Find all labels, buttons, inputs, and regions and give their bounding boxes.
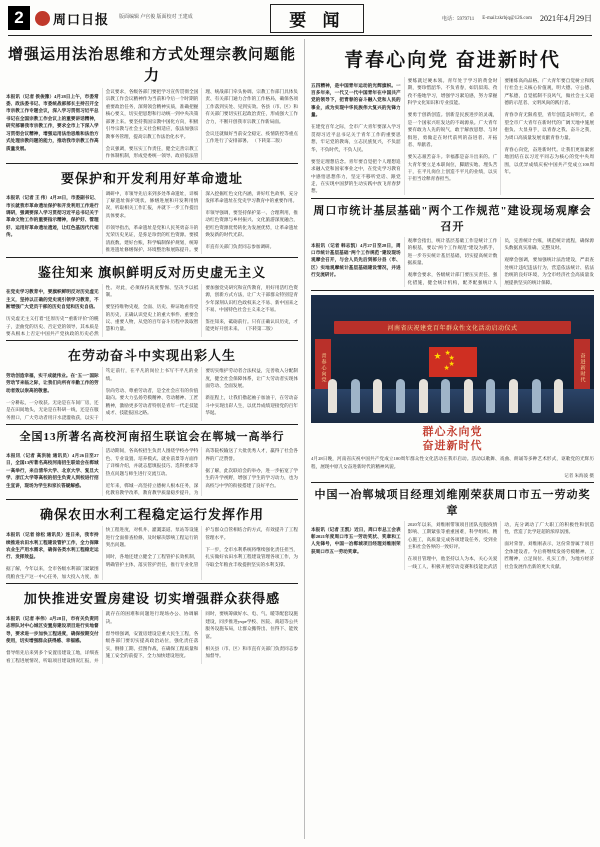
article-body — [6, 367, 298, 421]
article-paragraph: 崇尚劳动、尊重劳动者，是全社会应有的价值取向。要大力弘扬劳模精神、劳动精神、工匠精神，激励更多劳动者特别是青年一代走技能成才、技能报国之路。 — [105, 387, 199, 416]
right-banner-text: 奋进新时代 — [574, 339, 590, 397]
article-body — [6, 447, 298, 496]
article-body — [6, 526, 298, 580]
feature-body — [311, 77, 594, 195]
article-paragraph: 本报讯（记者 侯俊豫）4月28日上午，市委常委、政法委书记、市委统战部部长主持召开全市宗教工作专题会议，深入学习贯彻习近平总书记在全国宗教工作会议上的重要讲话精神，研究部署我市宗教工作，要求全市上下深入学习贯彻会议精神，增强运用法治思维和法治方式处理宗教问题的能力，推动我市宗教工作高质量发展。 — [6, 93, 99, 151]
article-paragraph: 相关县（市、区）和市直有关部门负责同志参加督导。 — [205, 645, 298, 659]
article-paragraph: 在项目管理中，他坚持以人为本，关心关爱一线工人，积极开展劳动竞赛和技能比武活动，充分调动了广大职工的积极性和创造性，营造了比学赶超的浓厚氛围。 — [407, 522, 594, 569]
article-paragraph: 一分耕耘，一分收获。无论是在车间厂房，还是在田间地头，无论是在科研一线，还是在服务窗口，广大劳动者用汗水浇灌收获，以实干笃定前行，在平凡的岗位上书写不平凡的业绩。 — [6, 368, 199, 420]
article-paragraph: 观摩会要求，各级统计部门要压实责任、强化措施，健全统计机构，配齐配强统计人员，完善统计台账，规范统计流程，确保源头数据真实准确、完整及时。 — [407, 237, 594, 285]
article-paragraph: 要坚持唯物史观，全面、历史、辩证地看待党的历史，正确认识党史上的重大事件、重要会议、重要人物，从党的百年奋斗历程中汲取智慧和力量。 — [105, 304, 199, 332]
article-statistics-meeting — [311, 202, 594, 287]
article-paragraph: 本报讯（记者 王 伟）4月28日，市委副书记、市长就我市革命遗址保护和开发利用工作进行调研，强调要深入学习贯彻习近平总书记关于革命文物工作的重要指示精神，保护好、管理好、运用好革命遗址遗迹，让红色基因代代相传。 — [6, 195, 99, 238]
right-column — [304, 39, 594, 839]
article-paragraph: 市领导指出，革命遗址是党和人民英勇奋斗的光荣历史见证，是弥足珍贵的红色资源。要摸清底数、建好台账，科学编制保护规划，统筹推进遗址修缮保护、环境整治和展陈提升。要深入挖掘红色文化内涵，讲好红色故事，充分发挥革命遗址在党史学习教育中的重要作用。 — [105, 190, 298, 253]
page-content — [6, 39, 594, 839]
article-paragraph: 同时，各地还建立健全了工程管护长效机制，明确管护主体，落实管护责任，推行专业化管护与群众自管相结合的方式，有效提升了工程管理水平。 — [105, 527, 298, 567]
photo-slogan-line1: 群心永向党 — [422, 425, 483, 438]
article-paragraph: 青春孕育无限希望，青年创造美好明天。希望全市广大青年在新时代的广阔天地中施展抱负、大显身手，以青春之我、奋斗之我，为周口高质量发展贡献青春力量。 — [504, 112, 594, 140]
article-paragraph: 同时，要统筹做好水、电、气、暖等配套设施建设，同步推进учре学校、医院、商超等公共服务设施布局，让群众搬得出、住得下、能致富。 — [205, 611, 298, 639]
article-paragraph: 新征程上，让我们撸起袖子加油干，在劳动奋斗中实现出彩人生，以优异成绩迎接党的百年华诞。 — [205, 395, 298, 416]
photo-slogan-line2: 奋进新时代 — [422, 440, 483, 453]
article-paragraph: 观摩会强调，要加强统计法治建设，严肃查处统计违纪违法行为，营造依法统计、依法治统的良好环境，为全市经济社会高质量发展提供坚实的统计保障。 — [504, 257, 594, 285]
section-title: 要 闻 — [270, 4, 364, 33]
article-paragraph: 活动期间，各高校招生负责人围绕学校办学特色、专业设置、培养模式、就业前景等方面作了详细介绍，并就志愿填报技巧、选科要求等热点问题与师生进行交流互动。 — [105, 448, 199, 476]
article-paragraph: 本报讯（记者 韩志凯）4月27日至28日，周口市统计基层基础"两个工作规范"建设现场观摩会召开，与会人员先后到部分县（市、区）实地观摩统计基层基础建设情况，并进行交流研讨。 — [311, 242, 401, 278]
page-number: 2 — [8, 6, 30, 30]
article-farmland-water — [6, 504, 298, 580]
article-divider — [6, 340, 298, 341]
article-paragraph: 要切实维护劳动者合法权益，完善收入分配制度，健全社会保障体系，让广大劳动者实现体面劳动、全面发展。 — [205, 368, 298, 389]
article-paragraph: 要坚定理想信念。青年要自觉把个人理想追求融入党和国家事业之中，在党史学习教育中感悟思想伟力，坚定不移听党话、跟党走，在实现中国梦的生动实践中放飞青春梦想。 — [311, 158, 401, 194]
article-headline: 在劳动奋斗中实现出彩人生 — [67, 348, 236, 364]
paper-title: 周口日报 — [53, 11, 110, 27]
article-divider — [6, 163, 298, 164]
article-body — [6, 610, 298, 664]
article-paragraph: 本报讯（记者 高洪驰 通讯员）4月26日至27日，全国13所著名高校河南招生联谊会在郸城一高举行，来自清华大学、北京大学、复旦大学、浙江大学等高校的招生负责人到校进行招生宣讲，现场为学生和家长答疑解惑。 — [6, 452, 99, 488]
article-divider — [6, 583, 298, 584]
article-paragraph: 在党史学习教育中，要旗帜鲜明反对历史虚无主义，坚持以正确的党史观引领学习教育，不断增强广大党员干部的历史自觉和历史自信。 — [6, 289, 99, 310]
article-labor-medal — [311, 486, 594, 570]
article-labor-life — [6, 345, 298, 421]
article-paragraph: 五四精神，是中国青年运动的光辉旗帜。一百多年来，一代又一代中国青年在中国共产党的领导下，把青春的奋斗融入党和人民的事业，成为实现中华民族伟大复兴的先锋力量。 — [311, 82, 401, 118]
article-revolution-site — [6, 168, 298, 254]
masthead-center — [193, 4, 442, 33]
article-paragraph: 会议还就做好当前安全稳定、疫情防控等重点工作进行了安排部署。 （下转第二版） — [205, 130, 298, 144]
publish-date: 2021年4月29日 — [540, 13, 592, 23]
article-paragraph: 督导组强调，安置房建设是重大民生工程，各级各部门要切实提高政治站位，强化责任落实，倒排工期、挂图作战，在确保工程质量和施工安全的前提下，全力加快建设进度。 — [105, 630, 199, 659]
article-resettlement-housing — [6, 588, 298, 664]
article-paragraph: 市领导强调，要坚持保护第一、合理利用，推动红色资源与乡村振兴、文化旅游深度融合，把红色资源优势转化为发展优势，让革命遗址焕发新的时代光彩。 — [205, 210, 298, 238]
article-body — [6, 190, 298, 254]
article-feature-youth — [311, 45, 594, 195]
article-paragraph: 要加强党史研究和宣传教育，用好用活红色资源，创新方式方法，让广大干部群众特别是青少年深刻认识红色政权来之不易、新中国来之不易、中国特色社会主义来之不易。 — [205, 284, 298, 312]
article-headline: 周口市统计基层基础"两个工作规范"建设现场观摩会召开 — [313, 204, 592, 233]
article-headline: 全国13所著名高校河南招生联谊会在郸城一高举行 — [19, 431, 285, 444]
article-paragraph: 下一步，全市水利系统将继续强化责任担当，扎实做好农田水利工程建设管理各项工作，为夺取全年粮食丰收提供坚实的水利支撑。 — [205, 546, 298, 567]
masthead-editor-meta: 版面编辑 卢官俊 版面校对 王建成 — [119, 15, 193, 21]
article-paragraph: 在建党百年之际，全市广大青年要深入学习贯彻习近平总书记关于青年工作的重要思想，牢记党的教诲，立志民族复兴，不负韶华，不负时代，不负人民。 — [311, 124, 401, 152]
article-paragraph: 劳动创造幸福，实干成就伟业。在"五一"国际劳动节来临之际，让我们向所有辛勤工作的劳动者致以崇高的敬意。 — [6, 373, 99, 393]
paper-logo-icon — [35, 11, 50, 26]
paper-nameplate — [35, 9, 109, 28]
article-paragraph: 要练就过硬本领。青年处于学习的黄金时期，要珍惜韶华、不负青春，如饥似渴、孜孜不倦地学习，增强学习紧迫感，努力掌握科学文化知识和专业技能。 — [407, 78, 498, 106]
article-paragraph: 要锤炼高尚品格。广大青年要自觉树立和践行社会主义核心价值观，明大德、守公德、严私德，自觉抵制不良风气，做社会主义道德的示范者、文明风尚的践行者。 — [504, 78, 594, 106]
article-paragraph: 本报讯（记者 徐松 通讯员）连日来，我市持续推进农田水利工程建设管护工作，全力保障农业生产用水需求，确保各类水利工程稳定运行、发挥效益。 — [6, 532, 99, 560]
article-paragraph: 历史虚无主义打着"还原历史""重新评价"的幌子，歪曲党的历史、否定党的领导，其本质是要从根本上否定中国共产党执政的历史必然性。对此，必须保持高度警惕、坚决予以抵制。 — [6, 284, 199, 336]
article-paragraph: 据了解，此次联谊会的举办，进一步拓宽了学生的升学视野，增强了学生的学习动力，也为高校与中学的衔接搭建了良好平台。 — [205, 467, 298, 488]
article-divider — [311, 290, 594, 291]
article-paragraph: 要勇于创新创造。创新是民族进步的灵魂，是一个国家兴旺发达的不竭源泉。广大青年要有敢为人先的锐气，敢于解放思想、与时俱进，勇做走在时代前列的奋进者、开拓者、奉献者。 — [407, 112, 498, 148]
article-divider — [311, 482, 594, 483]
article-headline: 加快推进安置房建设 切实增强群众获得感 — [23, 591, 281, 607]
photo-credit: 记者 朱海波 摄 — [564, 473, 594, 478]
masthead-email: E-mail:zkrbjq@126.com — [482, 15, 532, 21]
article-paragraph: 督导组先后来到多个安置房建设工地，详细查看工程进展情况，听取项目建设情况汇报，并就存在的困难和问题进行现场办公、协调解决。 — [6, 611, 199, 663]
article-paragraph: 据了解，今年以来，全市各级水利部门紧紧围绕粮食生产这一中心任务，加大投入力度，加快工程进度，对机井、灌溉渠道、泵站等设施进行全面排查检修，及时解决影响工程运行的突出问题。 — [6, 527, 199, 579]
china-flag-icon: ★ ★ ★ ★ ★ — [429, 347, 477, 377]
article-headline: 确保农田水利工程稳定运行发挥作用 — [39, 507, 264, 523]
left-column — [6, 39, 298, 839]
article-paragraph: 2020年以来，刘维刚带领项目团队克服疫情影响、工期紧张等重重困难，科学组织、精心施工，高质量完成各项建设任务，受到业主和社会各界的一致好评。 — [407, 522, 498, 550]
article-paragraph: 调研中，市领导先后来到多处革命遗址，详细了解遗址保护现状、修缮进展和开发利用情况，听取相关工作汇报，并就下一步工作提出具体要求。 — [105, 190, 199, 218]
article-headline: 鉴往知来 旗帜鲜明反对历史虚无主义 — [37, 264, 267, 280]
masthead-phone: 电话：5979711 — [441, 16, 475, 22]
photo-caption: 4月28日晚，河南省庆祝中国共产党成立100周年群众性文化活动在我市启动。活动以歌舞、戏曲、朗诵等多种艺术形式，讴歌党的光辉历程，展现中原儿女奋进新时代的精神风貌。 — [311, 456, 594, 469]
article-paragraph: 近年来，郸城一高坚持立德树人根本任务，深化教育教学改革，教育教学质量稳步提升，为高等院校输送了大批优秀人才，赢得了社会各界的广泛赞誉。 — [105, 448, 298, 496]
article-body — [311, 521, 594, 570]
article-paragraph: 会议强调，要压实工作责任，健全完善宗教工作体制机制，形成党委统一领导、政府依法管理、统战部门牵头协调、宗教工作部门具体负责、有关部门通力合作的工作格局，确保各项工作落到实处、见到实效。各县（市、区）和有关部门要切实扛起政治责任，形成强大工作合力，不断开创我市宗教工作新局面。 — [105, 89, 298, 159]
article-paragraph: 会议要求，各级各部门要把学习宣传贯彻全国宗教工作会议精神作为当前和今后一个时期的重要政治任务，深刻领会精神实质，准确把握核心要义，切实把思想和行动统一到中央决策部署上来。要坚持我国宗教中国化方向，积极引导宗教与社会主义社会相适应，依法加强宗教事务管理，提高宗教工作法治化水平。 — [105, 89, 199, 139]
article-divider — [6, 499, 298, 500]
article-paragraph: 面对荣誉，刘维刚表示，这份荣誉属于项目全体建设者。今后将继续发扬劳模精神、工匠精神，立足岗位、扎实工作，为地方经济社会发展作出新的更大贡献。 — [504, 541, 594, 569]
article-paragraph: 市直有关部门负责同志参加调研。 — [205, 244, 275, 250]
article-paragraph: 要矢志艰苦奋斗。幸福都是奋斗出来的。广大青年要立足本职岗位，脚踏实地、埋头苦干，在平凡岗位上创造不平凡的业绩，以实干担当诠释青春担当。 — [407, 154, 498, 182]
article-paragraph: 本报讯（记者 李伟）4月28日，市有关负责同志带队对中心城区安置房建设项目进行实地督导，要求进一步加快工程进度，确保按期交付使用，切实增强群众获得感、幸福感。 — [6, 615, 99, 644]
article-religion-work — [6, 43, 298, 160]
left-banner-text: 青春心向党 — [315, 339, 331, 397]
article-body — [6, 284, 298, 338]
article-university-admission — [6, 428, 298, 496]
article-paragraph: 鉴往知来，砥砺前行。只有正确认识历史，才能更好开创未来。 （下转第二版） — [205, 318, 298, 332]
article-paragraph: 青春心向党，奋进新时代。让我们更加紧密地团结在以习近平同志为核心的党中央周围，以优异成绩庆祝中国共产党成立100周年。 — [504, 146, 594, 174]
article-divider — [6, 424, 298, 425]
masthead-rule — [8, 35, 592, 36]
article-historical-nihilism — [6, 262, 298, 338]
event-photo — [311, 295, 594, 423]
article-paragraph: 观摩会指出，统计基层基础工作是统计工作的根基，要以"两个工作规范"建设为抓手，进一步夯实统计基层基础，切实提高统计数据质量。 — [407, 237, 498, 266]
article-paragraph: 本报讯（记者 王凯）近日，周口市总工会表彰2021年度周口市五一劳动奖状、奖章和工人先锋号，中国一冶郸城项目经理刘维刚荣获周口市五一劳动奖章。 — [311, 526, 401, 554]
article-divider — [6, 257, 298, 258]
performers-group — [311, 371, 594, 413]
stage-banner-text: 河南省庆祝建党百年群众性文化活动启动仪式 — [334, 321, 572, 334]
article-headline: 要保护和开发利用好革命遗址 — [60, 170, 243, 186]
masthead-contact — [442, 13, 592, 24]
photo-feature — [311, 295, 594, 479]
article-headline: 中国一冶郸城项目经理刘维刚荣获周口市五一劳动奖章 — [314, 489, 591, 517]
article-headline: 增强运用法治思维和方式处理宗教问题能力 — [7, 47, 296, 84]
photo-slogan — [311, 425, 594, 454]
article-body — [6, 88, 298, 160]
feature-headline: 青春心向党 奋进新时代 — [344, 50, 561, 71]
article-body — [311, 237, 594, 287]
article-divider — [311, 198, 594, 199]
masthead — [6, 0, 594, 34]
